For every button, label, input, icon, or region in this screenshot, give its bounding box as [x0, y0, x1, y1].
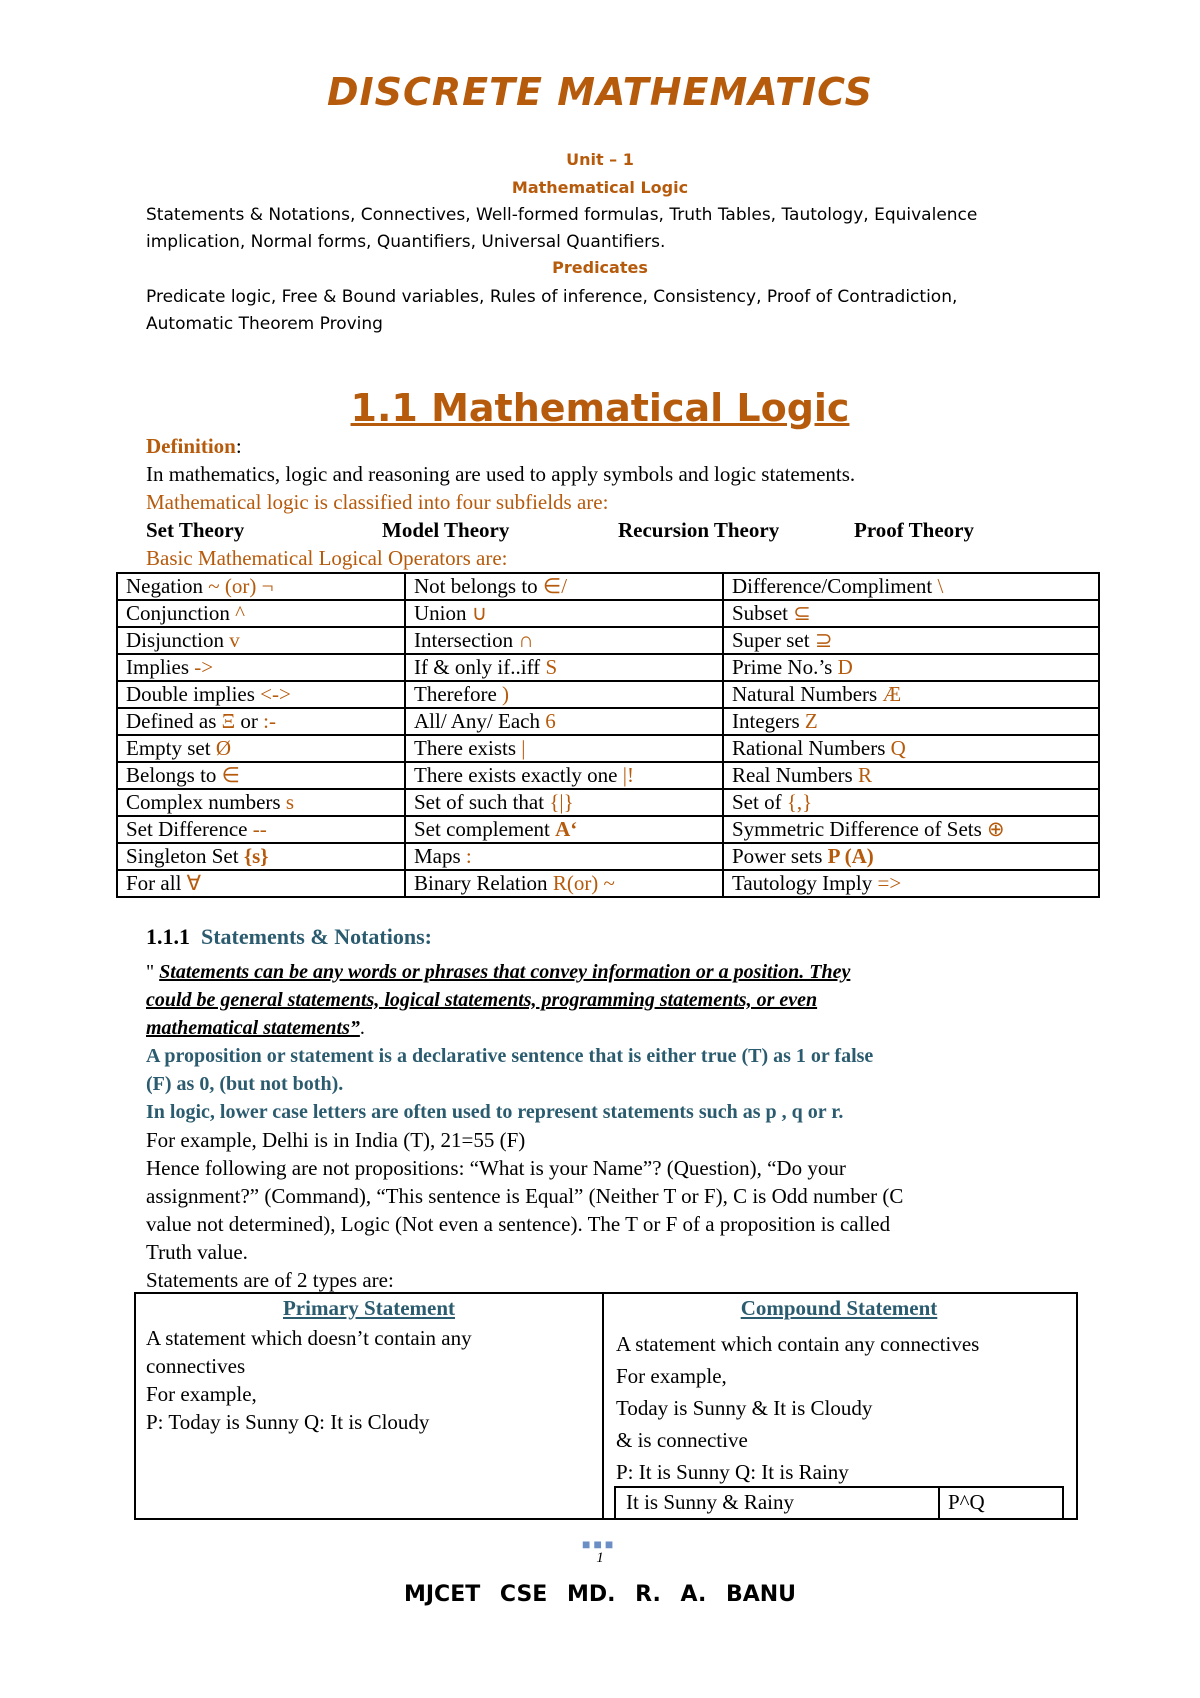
operator-name: Union [414, 601, 472, 625]
quote-line3 [146, 1014, 1046, 1042]
operator-row [117, 816, 1099, 843]
compound-line-3: Today is Sunny & It is Cloudy [616, 1396, 873, 1420]
operator-cell [405, 843, 723, 870]
operator-cell [405, 573, 723, 600]
operator-cell [405, 627, 723, 654]
operator-symbol: S [545, 655, 558, 679]
operator-symbol: v [229, 628, 240, 652]
predicates-label: Predicates [552, 258, 648, 277]
footer-dots-icon: ■■■ [582, 1538, 617, 1553]
operator-name: Prime No.’s [732, 655, 838, 679]
operator-cell [117, 600, 405, 627]
operator-symbol: R(or) ~ [552, 871, 615, 895]
operator-name: Belongs to [126, 763, 222, 787]
operator-symbol: ∪ [471, 601, 488, 625]
operator-symbol: ^ [235, 601, 245, 625]
operator-symbol: R [857, 763, 872, 787]
quote-text-1: Statements can be any words or phrases that convey information or a position. They [159, 961, 851, 983]
compound-example-divider [938, 1486, 940, 1518]
quote-line2: could be general statements, logical statements, programming statements, or even [146, 989, 818, 1011]
footer-text: MJCET CSE MD. R. A. BANU [403, 1582, 797, 1607]
subfields-intro: Mathematical logic is classified into four subfields are: [146, 490, 609, 514]
operator-symbol: ⊕ [987, 817, 1005, 841]
operator-name: Negation [126, 574, 209, 598]
operator-cell [723, 600, 1099, 627]
quote-open: " [146, 961, 155, 983]
operator-cell [723, 843, 1099, 870]
quote-end: . [359, 1017, 365, 1039]
operator-symbol: s [285, 790, 295, 814]
operator-row [117, 789, 1099, 816]
operator-cell [117, 708, 405, 735]
operator-cell [117, 762, 405, 789]
definition-line [146, 432, 1106, 460]
operator-cell [723, 870, 1099, 897]
operator-name: Not belongs to [414, 574, 543, 598]
operator-name: Integers [732, 709, 805, 733]
hence-line2: assignment?” (Command), “This sentence is Equal” (Neither T or F), C is Odd number (C [146, 1184, 904, 1208]
operator-symbol: <-> [260, 682, 291, 706]
operator-symbol: ⊇ [814, 628, 833, 652]
operator-name: For all [126, 871, 187, 895]
operator-cell [405, 789, 723, 816]
operator-symbol: Ø [215, 736, 231, 760]
operator-cell [405, 681, 723, 708]
operator-cell [723, 627, 1099, 654]
unit-topics-line1: Statements & Notations, Connectives, Well-formed formulas, Truth Tables, Tautology, Equivalence [146, 205, 978, 225]
hence-line3: value not determined), Logic (Not even a sentence). The T or F of a proposition is called [146, 1212, 891, 1236]
statements-number: 1.1.1 [146, 924, 190, 949]
lowercase-vars: p , q or r. [765, 1101, 844, 1123]
operator-symbol: A‘ [555, 817, 578, 841]
statements-title: Statements & Notations: [201, 924, 432, 949]
operator-name: Difference/Compliment [732, 574, 938, 598]
predicates-line1: Predicate logic, Free & Bound variables, Rules of inference, Consistency, Proof of Contradiction, [146, 287, 958, 307]
operator-name: There exists [414, 736, 522, 760]
types-intro: Statements are of 2 types are: [146, 1268, 394, 1292]
operator-cell [117, 843, 405, 870]
operator-name: Set Difference [126, 817, 253, 841]
operator-symbol: ) [502, 682, 510, 706]
operators-intro: Basic Mathematical Logical Operators are: [146, 546, 508, 570]
operator-cell [405, 654, 723, 681]
definition-text: In mathematics, logic and reasoning are used to apply symbols and logic statements. [146, 462, 856, 486]
operator-symbol: => [877, 871, 902, 895]
operator-name: Therefore [414, 682, 503, 706]
example-line: For example, Delhi is in India (T), 21=55 (F) [146, 1128, 526, 1152]
operator-cell [723, 681, 1099, 708]
operator-name: Tautology Imply [732, 871, 878, 895]
operator-cell [117, 654, 405, 681]
operator-symbol: Q [890, 736, 906, 760]
operator-symbol: ⊆ [793, 601, 811, 625]
primary-statement-title: Primary Statement [282, 1296, 456, 1320]
operator-cell [723, 573, 1099, 600]
operator-symbol: ∈ [221, 763, 240, 787]
operator-name: Set complement [414, 817, 556, 841]
subfield-set-theory: Set Theory [146, 518, 245, 542]
subfield-model-theory: Model Theory [382, 518, 510, 542]
operator-row [117, 762, 1099, 789]
document-title: DISCRETE MATHEMATICS [326, 70, 874, 114]
operator-row [117, 681, 1099, 708]
primary-line-1: A statement which doesn’t contain any [146, 1326, 472, 1350]
operator-cell [723, 816, 1099, 843]
operator-cell [117, 789, 405, 816]
operator-row [117, 600, 1099, 627]
operator-symbol: ∈/ [542, 574, 568, 598]
primary-line-2: connectives [146, 1354, 246, 1378]
compound-example-left: It is Sunny & Rainy [626, 1490, 795, 1514]
operator-name: Set of such that [414, 790, 550, 814]
statements-heading [146, 924, 432, 950]
compound-line-5: P: It is Sunny Q: It is Rainy [616, 1460, 849, 1484]
operator-row [117, 627, 1099, 654]
operator-name: Binary Relation [414, 871, 553, 895]
operator-symbol: -- [252, 817, 267, 841]
compound-line-2: For example, [616, 1364, 727, 1388]
unit-topics-line2: implication, Normal forms, Quantifiers, Universal Quantifiers. [146, 232, 666, 252]
operator-cell [117, 573, 405, 600]
definition-label: Definition [146, 434, 236, 458]
operator-name: Real Numbers [732, 763, 858, 787]
operator-cell [723, 735, 1099, 762]
operator-symbol: Æ [882, 682, 902, 706]
quote-text-3: mathematical statements” [146, 1017, 360, 1039]
operator-name: Maps [414, 844, 466, 868]
primary-line-4: P: Today is Sunny Q: It is Cloudy [146, 1410, 430, 1434]
operator-cell [405, 762, 723, 789]
operator-name: There exists exactly one [414, 763, 623, 787]
operator-cell [117, 870, 405, 897]
proposition-line1: A proposition or statement is a declarative sentence that is either true (T) as 1 or false [146, 1045, 874, 1067]
predicates-line2: Automatic Theorem Proving [146, 314, 383, 334]
operator-name: Double implies [126, 682, 261, 706]
operator-symbol: ∀ [186, 871, 202, 895]
operator-row [117, 735, 1099, 762]
operator-name: If & only if..iff [414, 655, 546, 679]
definition-colon: : [235, 434, 242, 458]
operator-symbol: : [465, 844, 472, 868]
operator-row [117, 708, 1099, 735]
subfield-recursion-theory: Recursion Theory [618, 518, 780, 542]
operator-cell [723, 762, 1099, 789]
operator-cell [405, 735, 723, 762]
operator-cell [117, 627, 405, 654]
operator-cell [723, 654, 1099, 681]
primary-line-3: For example, [146, 1382, 257, 1406]
operator-symbol: Z [804, 709, 818, 733]
operator-symbol: -> [194, 655, 214, 679]
operator-symbol: P (A) [827, 844, 874, 868]
operator-name: Rational Numbers [732, 736, 891, 760]
operator-symbol: |! [622, 763, 634, 787]
compound-line-1: A statement which contain any connectives [616, 1332, 980, 1356]
operator-symbol: D [837, 655, 853, 679]
hence-line1: Hence following are not propositions: “What is your Name”? (Question), “Do your [146, 1156, 846, 1180]
proposition-line2: (F) as 0, (but not both). [146, 1073, 344, 1095]
subfield-proof-theory: Proof Theory [854, 518, 974, 542]
operator-name: Natural Numbers [732, 682, 883, 706]
types-table-divider [602, 1292, 604, 1518]
compound-example-right: P^Q [948, 1490, 985, 1514]
page-number: 1 [596, 1550, 604, 1566]
operator-symbol: 6 [545, 709, 556, 733]
operator-name: Implies [126, 655, 195, 679]
operator-symbol: {s} [243, 844, 269, 868]
operator-name: Super set [732, 628, 815, 652]
operator-row [117, 870, 1099, 897]
unit-topic: Mathematical Logic [511, 178, 689, 197]
operator-cell [405, 600, 723, 627]
operator-cell [723, 789, 1099, 816]
operator-name: Disjunction [126, 628, 230, 652]
operator-symbol: | [521, 736, 526, 760]
operator-cell [405, 816, 723, 843]
operator-name: Conjunction [126, 601, 236, 625]
operator-name: Singleton Set [126, 844, 244, 868]
operator-name: Subset [732, 601, 794, 625]
operator-name: Complex numbers [126, 790, 286, 814]
operator-symbol-extra: :- [263, 709, 276, 733]
operator-symbol: {|} [549, 790, 574, 814]
operator-row [117, 843, 1099, 870]
operator-cell [117, 735, 405, 762]
operator-name: All/ Any/ Each [414, 709, 546, 733]
subfields-list [146, 516, 1106, 544]
operator-name: Power sets [732, 844, 828, 868]
operator-symbol: ∩ [518, 628, 534, 652]
operator-name: Set of [732, 790, 787, 814]
operator-name: Empty set [126, 736, 216, 760]
operator-cell [117, 816, 405, 843]
operator-row [117, 573, 1099, 600]
quote-line1 [146, 958, 1046, 986]
operator-symbol: {,} [786, 790, 813, 814]
operator-symbol: Ξ [221, 709, 236, 733]
operator-name: Symmetric Difference of Sets [732, 817, 988, 841]
compound-line-4: & is connective [616, 1428, 748, 1452]
operator-symbol: \ [937, 574, 944, 598]
operator-symbol: ~ (or) ¬ [208, 574, 274, 598]
operator-cell [405, 708, 723, 735]
compound-statement-title: Compound Statement [740, 1296, 938, 1320]
operator-cell [405, 870, 723, 897]
section-title: 1.1 Mathematical Logic [350, 386, 850, 430]
operator-name: Defined as [126, 709, 222, 733]
operators-table [116, 572, 1100, 898]
unit-label: Unit – 1 [566, 150, 634, 169]
operator-cell [117, 681, 405, 708]
lowercase-line [146, 1098, 1046, 1126]
lowercase-prefix: In logic, lower case letters are often used to represent statements such as [146, 1101, 766, 1123]
hence-line4: Truth value. [146, 1240, 248, 1264]
operator-name-extra: or [235, 709, 264, 733]
operator-name: Intersection [414, 628, 519, 652]
operator-cell [723, 708, 1099, 735]
operator-row [117, 654, 1099, 681]
